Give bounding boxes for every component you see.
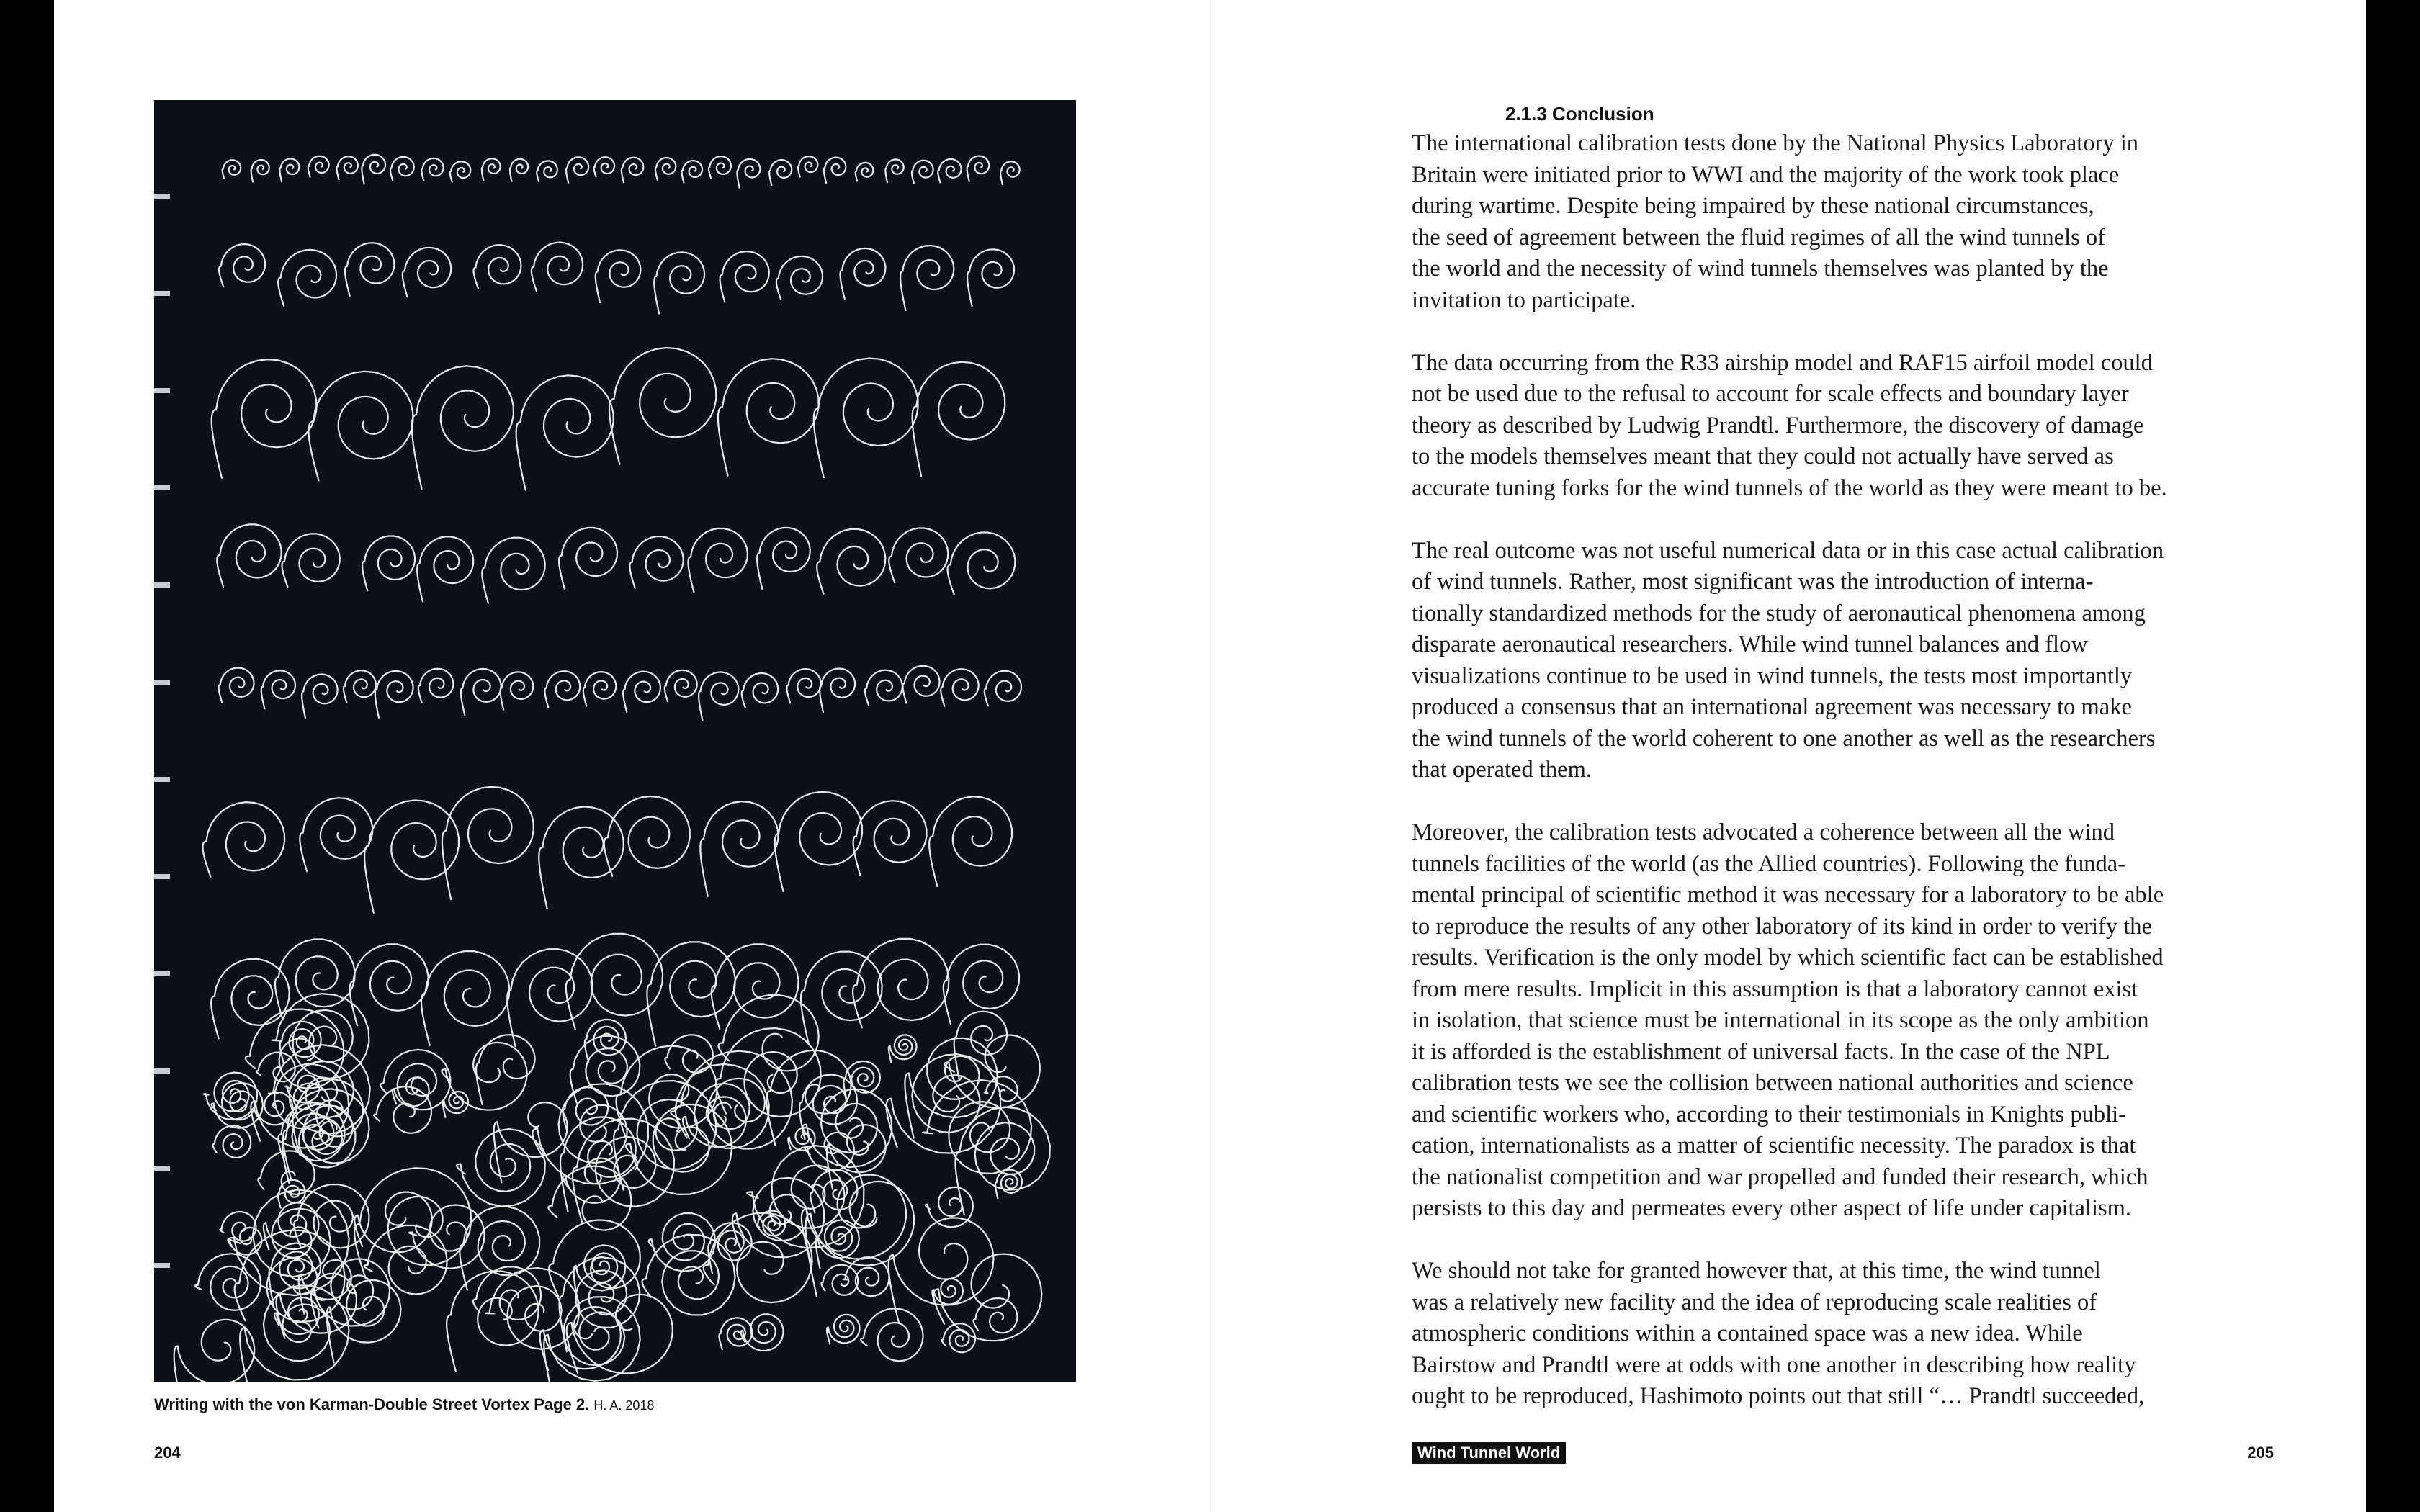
vortex-stroke: [282, 534, 340, 587]
vortex-stroke: [302, 675, 338, 719]
vortex-stroke: [865, 670, 902, 706]
vortex-stroke: [665, 1035, 712, 1073]
vortex-stroke: [596, 250, 641, 302]
vortex-stroke: [938, 159, 961, 183]
vortex-stroke: [820, 669, 855, 713]
book-spread: [54, 0, 2366, 1512]
text-line: Britain were initiated prior to WWI and the majority of the work took place: [1412, 161, 2120, 188]
vortex-stroke: [417, 536, 473, 601]
vortex-stroke: [559, 528, 617, 589]
caption-credit: H. A. 2018: [593, 1398, 655, 1413]
vortex-stroke: [474, 245, 521, 288]
spine-gutter: [1210, 0, 1211, 1512]
text-line: Bairstow and Prandtl were at odds with one another in describing how reality: [1412, 1351, 2136, 1378]
vortex-stroke: [507, 949, 593, 1046]
vortex-stroke: [283, 1089, 369, 1180]
vortex-stroke: [814, 359, 918, 478]
vortex-drawing-figure: [154, 100, 1076, 1382]
vortex-stroke: [801, 952, 882, 1044]
vortex-stroke: [948, 533, 1016, 595]
vortex-stroke: [220, 1212, 256, 1241]
text-line: the wind tunnels of the world coherent to one another as well as the researchers: [1412, 725, 2156, 752]
text-line: persists to this day and permeates every other aspect of life under capitalism.: [1412, 1195, 2132, 1221]
vortex-stroke: [213, 1125, 251, 1157]
body-paragraph: [1412, 1256, 2298, 1413]
vortex-stroke: [821, 1265, 858, 1295]
vortex-stroke: [623, 672, 660, 712]
vortex-stroke: [246, 1009, 344, 1089]
vortex-stroke: [614, 1081, 716, 1190]
vortex-stroke: [1000, 161, 1020, 184]
body-paragraph: [1412, 348, 2298, 505]
vortex-stroke: [786, 669, 820, 703]
vortex-stroke: [261, 670, 295, 708]
vortex-stroke: [412, 366, 514, 488]
vortex-stroke: [450, 161, 470, 181]
text-line: the seed of agreement between the fluid regimes of all the wind tunnels of: [1412, 224, 2105, 251]
text-line: to reproduce the results of any other laboratory of its kind in order to verify the: [1412, 913, 2152, 940]
vortex-stroke: [461, 669, 501, 715]
vortex-stroke: [700, 801, 778, 896]
vortex-stroke: [300, 798, 372, 871]
vortex-stroke: [929, 796, 1012, 886]
binder-hole: [154, 1068, 170, 1074]
vortex-stroke: [537, 161, 557, 181]
vortex-stroke: [941, 669, 978, 706]
text-line: atmospheric conditions within a contained space was a new idea. While: [1412, 1320, 2083, 1346]
vortex-stroke: [654, 252, 704, 313]
body-paragraph: [1412, 536, 2298, 786]
vortex-stroke: [889, 528, 948, 583]
vortex-stroke: [251, 160, 269, 182]
vortex-stroke: [204, 1073, 258, 1120]
vortex-stroke: [926, 1187, 973, 1228]
vortex-stroke: [861, 1308, 923, 1361]
vortex-stroke: [967, 156, 990, 181]
vortex-stroke: [195, 1254, 261, 1310]
vortex-stroke: [418, 669, 454, 703]
vortex-stroke: [757, 528, 810, 589]
vortex-stroke: [485, 1268, 580, 1349]
vortex-stroke: [853, 801, 927, 876]
text-line: ought to be reproduced, Hashimoto points out that still “… Prandtl succeeded,: [1412, 1383, 2145, 1409]
vortex-stroke: [712, 944, 799, 1029]
vortex-drawing-image: [154, 100, 1076, 1382]
running-head: Wind Tunnel World: [1412, 1442, 1566, 1464]
section-heading: 2.1.3 Conclusion: [1505, 103, 1654, 125]
vortex-stroke: [827, 1315, 860, 1344]
text-line: theory as described by Ludwig Prandtl. Furthermore, the discovery of damage: [1412, 412, 2144, 438]
page-number-right: 205: [2247, 1444, 2274, 1462]
text-line: tionally standardized methods for the study of aeronautical phenomena among: [1412, 600, 2146, 626]
binder-hole: [154, 971, 170, 976]
text-line: The international calibration tests done by the National Physics Laboratory in: [1412, 130, 2139, 156]
vortex-stroke: [775, 792, 862, 891]
vortex-stroke: [798, 156, 817, 177]
text-line: that operated them.: [1412, 757, 1592, 783]
binder-hole: [154, 777, 170, 782]
vortex-stroke: [655, 158, 676, 180]
vortex-stroke: [903, 666, 940, 703]
vortex-stroke: [817, 529, 885, 594]
binder-hole: [154, 1263, 170, 1268]
text-line: during wartime. Despite being impaired by these national circumstances,: [1412, 193, 2094, 219]
vortex-stroke: [364, 801, 459, 913]
figure-caption: [154, 1395, 1090, 1414]
text-line: of wind tunnels. Rather, most significant was the introduction of interna-: [1412, 569, 2094, 595]
vortex-stroke: [279, 158, 299, 181]
binder-hole: [154, 582, 170, 588]
vortex-stroke: [442, 787, 534, 899]
vortex-stroke: [913, 362, 1005, 476]
vortex-stroke: [362, 155, 385, 184]
vortex-stroke: [494, 1102, 568, 1182]
binder-hole: [154, 680, 170, 685]
vortex-stroke: [609, 348, 716, 464]
vortex-stroke: [682, 161, 702, 182]
vortex-stroke: [566, 934, 663, 1029]
vortex-stroke: [885, 159, 903, 182]
vortex-stroke: [889, 1218, 994, 1322]
vortex-stroke: [912, 161, 933, 184]
vortex-stroke: [665, 670, 697, 701]
body-paragraph: [1412, 817, 2298, 1225]
text-line: The real outcome was not useful numerical data or in this case actual calibration: [1412, 537, 2164, 564]
vortex-stroke: [516, 375, 614, 490]
binder-hole: [154, 485, 170, 490]
vortex-stroke: [337, 156, 358, 179]
vortex-stroke: [617, 1046, 717, 1139]
text-line: visualizations continue to be used in wind tunnels, the tests most importantly: [1412, 662, 2133, 689]
vortex-stroke: [510, 159, 528, 181]
text-line: it is afforded is the establishment of universal facts. In the case of the NPL: [1412, 1038, 2110, 1065]
vortex-stroke: [720, 251, 769, 302]
binder-hole: [154, 874, 170, 879]
vortex-stroke: [954, 1012, 1007, 1079]
vortex-stroke: [544, 1297, 640, 1382]
text-line: the world and the necessity of wind tunnels themselves was planted by the: [1412, 256, 2109, 282]
text-line: mental principal of scientific method it was necessary for a laboratory to be able: [1412, 882, 2164, 908]
vortex-stroke: [741, 1314, 784, 1351]
vortex-stroke: [278, 250, 336, 306]
vortex-stroke: [709, 156, 731, 178]
text-line: to the models themselves meant that they could not actually have served as: [1412, 444, 2114, 469]
vortex-stroke: [622, 158, 643, 183]
text-line: disparate aeronautical researchers. While wind tunnel balances and flow: [1412, 631, 2088, 657]
binder-hole: [154, 194, 170, 199]
page-number-left: 204: [154, 1444, 181, 1462]
vortex-stroke: [642, 1235, 735, 1315]
vortex-stroke: [345, 243, 395, 296]
text-line: calibration tests we see the collision between national authorities and science: [1412, 1070, 2133, 1096]
vortex-stroke: [742, 673, 778, 708]
vortex-stroke: [583, 672, 617, 706]
vortex-stroke: [219, 244, 265, 287]
text-line: tunnels facilities of the world (as the Allied countries). Following the funda-: [1412, 850, 2126, 877]
vortex-stroke: [344, 670, 376, 702]
text-line: accurate tuning forks for the wind tunnels of the world as they were meant to be.: [1412, 474, 2167, 501]
vortex-stroke: [688, 528, 747, 593]
vortex-stroke: [840, 248, 885, 299]
vortex-stroke: [501, 672, 534, 709]
vortex-stroke: [380, 1050, 450, 1110]
vortex-stroke: [647, 942, 735, 1045]
text-line: invitation to participate.: [1412, 287, 1636, 313]
vortex-stroke: [421, 951, 509, 1045]
vortex-stroke: [566, 157, 588, 183]
text-line: in isolation, that science must be international in its scope as the only ambition: [1412, 1007, 2149, 1033]
body-paragraph: [1412, 128, 2298, 316]
vortex-stroke: [375, 671, 413, 718]
vortex-stroke: [275, 940, 355, 1020]
vortex-stroke: [212, 359, 317, 478]
body-text: [1412, 128, 2298, 1444]
vortex-stroke: [544, 671, 580, 707]
text-line: Moreover, the calibration tests advocated a coherence between all the wind: [1412, 819, 2115, 845]
vortex-stroke: [308, 156, 329, 177]
text-line: was a relatively new facility and the idea of reproducing scale realities of: [1412, 1289, 2097, 1315]
vortex-stroke: [421, 158, 443, 181]
vortex-stroke: [985, 671, 1021, 706]
text-line: from mere results. Implicit in this assumption is that a laboratory cannot exist: [1412, 976, 2138, 1002]
vortex-stroke: [967, 249, 1014, 306]
vortex-stroke: [482, 538, 544, 603]
vortex-stroke: [219, 668, 254, 703]
binder-hole: [154, 388, 170, 393]
vortex-stroke: [223, 160, 241, 179]
vortex-stroke: [594, 157, 614, 176]
vortex-stroke: [362, 536, 415, 591]
vortex-stroke: [889, 1035, 917, 1062]
vortex-stroke: [776, 256, 823, 300]
vortex-stroke: [560, 1257, 640, 1351]
text-line: the nationalist competition and war propelled and funded their research, which: [1412, 1164, 2148, 1190]
text-line: The data occurring from the R33 airship model and RAF15 airfoil model could: [1412, 349, 2153, 376]
text-line: results. Verification is the only model by which scientific fact can be established: [1412, 945, 2164, 971]
vortex-stroke: [202, 802, 284, 877]
vortex-stroke: [390, 157, 414, 180]
vortex-stroke: [532, 243, 583, 292]
text-line: not be used due to the refusal to account for scale effects and boundary layer: [1412, 381, 2129, 407]
vortex-stroke: [629, 536, 683, 588]
vortex-stroke: [887, 1054, 1001, 1153]
vortex-stroke: [699, 672, 738, 720]
caption-title: Writing with the von Karman-Double Street Vortex Page 2.: [154, 1395, 590, 1413]
vortex-stroke: [280, 1022, 321, 1064]
text-line: produced a consensus that an international agreement was necessary to make: [1412, 694, 2132, 720]
binder-hole: [154, 291, 170, 296]
vortex-stroke: [900, 246, 954, 310]
text-line: and scientific workers who, according to their testimonials in Knights publi-: [1412, 1101, 2126, 1128]
vortex-stroke: [217, 524, 281, 586]
vortex-stroke: [737, 159, 760, 188]
vortex-stroke: [482, 158, 501, 181]
vortex-stroke: [719, 1318, 752, 1349]
vortex-stroke: [718, 359, 819, 476]
vortex-stroke: [457, 1129, 545, 1206]
vortex-stroke: [769, 160, 792, 185]
vortex-stroke: [932, 1279, 962, 1305]
vortex-stroke: [573, 1119, 674, 1223]
vortex-stroke: [447, 1271, 538, 1371]
vortex-stroke: [403, 248, 451, 297]
vortex-stroke: [308, 372, 413, 481]
vortex-stroke: [824, 158, 846, 184]
vortex-stroke: [649, 1213, 715, 1272]
vortex-stroke: [856, 163, 874, 181]
vortex-stroke: [995, 1170, 1022, 1199]
text-line: We should not take for granted however that, at this time, the wind tunnel: [1412, 1258, 2101, 1284]
text-line: cation, internationalists as a matter of scientific necessity. The paradox is that: [1412, 1133, 2136, 1158]
vortex-stroke: [539, 806, 623, 909]
binder-hole: [154, 1166, 170, 1171]
